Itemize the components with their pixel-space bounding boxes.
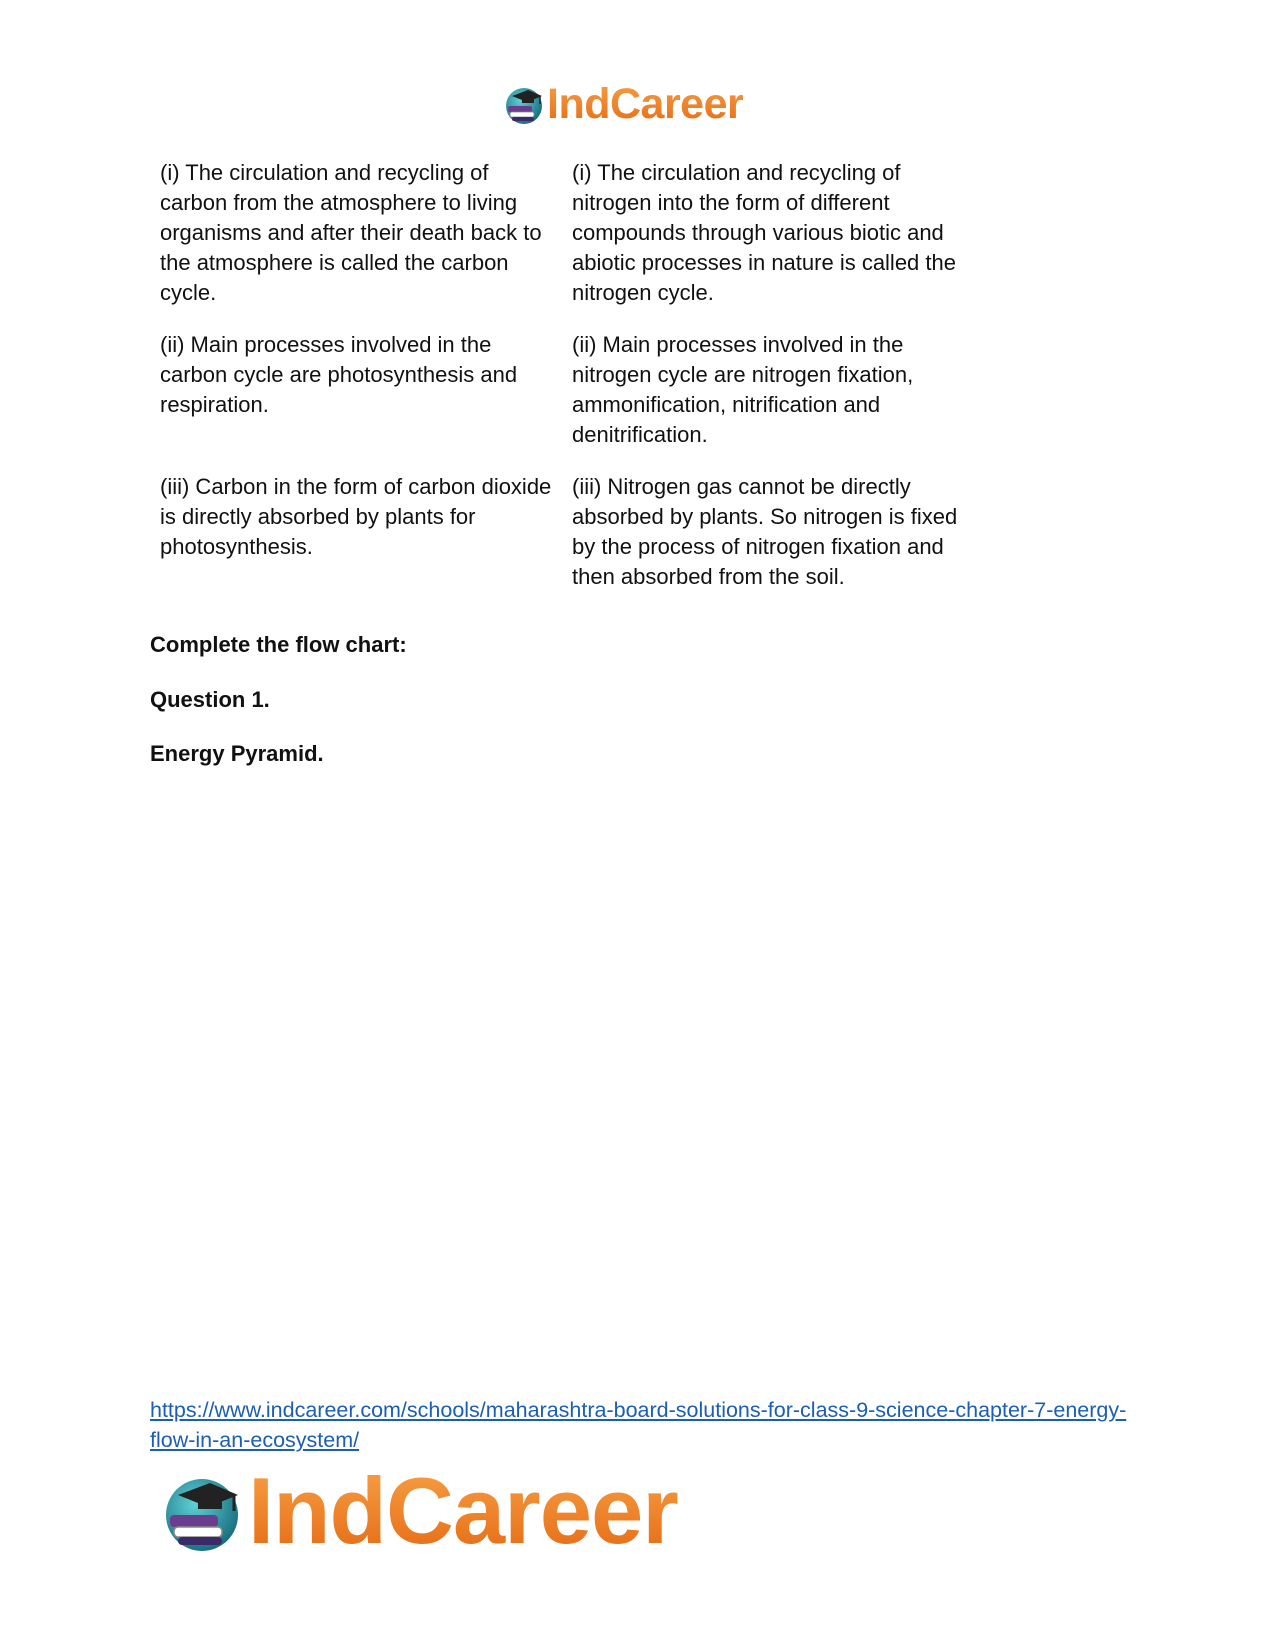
nitrogen-cycle-point: (i) The circulation and recycling of nitrogen into the form of different compounds through various biotic and abiotic processes in nature is called the nitrogen cycle.: [572, 160, 956, 305]
section-heading: Complete the flow chart:: [150, 632, 407, 657]
topic-label: Energy Pyramid.: [150, 741, 324, 766]
carbon-cycle-point: (i) The circulation and recycling of carbon from the atmosphere to living organisms and after their death back to the atmosphere is called the carbon cycle.: [160, 160, 542, 305]
comparison-row: [150, 472, 980, 592]
comparison-row: [150, 158, 980, 308]
footer-logo: [158, 1458, 678, 1563]
graduation-cap-globe-icon: [158, 1467, 246, 1555]
logo-text: IndCareer: [547, 80, 744, 128]
header-logo: [502, 80, 743, 128]
comparison-row: [150, 330, 980, 450]
carbon-cycle-point: (ii) Main processes involved in the carbon cycle are photosynthesis and respiration.: [160, 332, 518, 417]
nitrogen-cycle-point: (iii) Nitrogen gas cannot be directly absorbed by plants. So nitrogen is fixed by the process of nitrogen fixation and then absorbed from the soil.: [572, 474, 958, 589]
graduation-cap-globe-icon: [502, 82, 546, 126]
logo-text: IndCareer: [248, 1458, 678, 1563]
comparison-table: [150, 158, 980, 592]
source-link[interactable]: https://www.indcareer.com/schools/maharashtra-board-solutions-for-class-9-science-chapter-7-energy-flow-in-an-ecosystem/: [150, 1398, 1127, 1452]
question-label: Question 1.: [150, 687, 270, 712]
carbon-cycle-point: (iii) Carbon in the form of carbon dioxide is directly absorbed by plants for photosynthesis.: [160, 474, 552, 559]
nitrogen-cycle-point: (ii) Main processes involved in the nitrogen cycle are nitrogen fixation, ammonification, nitrification and denitrification.: [572, 332, 914, 447]
